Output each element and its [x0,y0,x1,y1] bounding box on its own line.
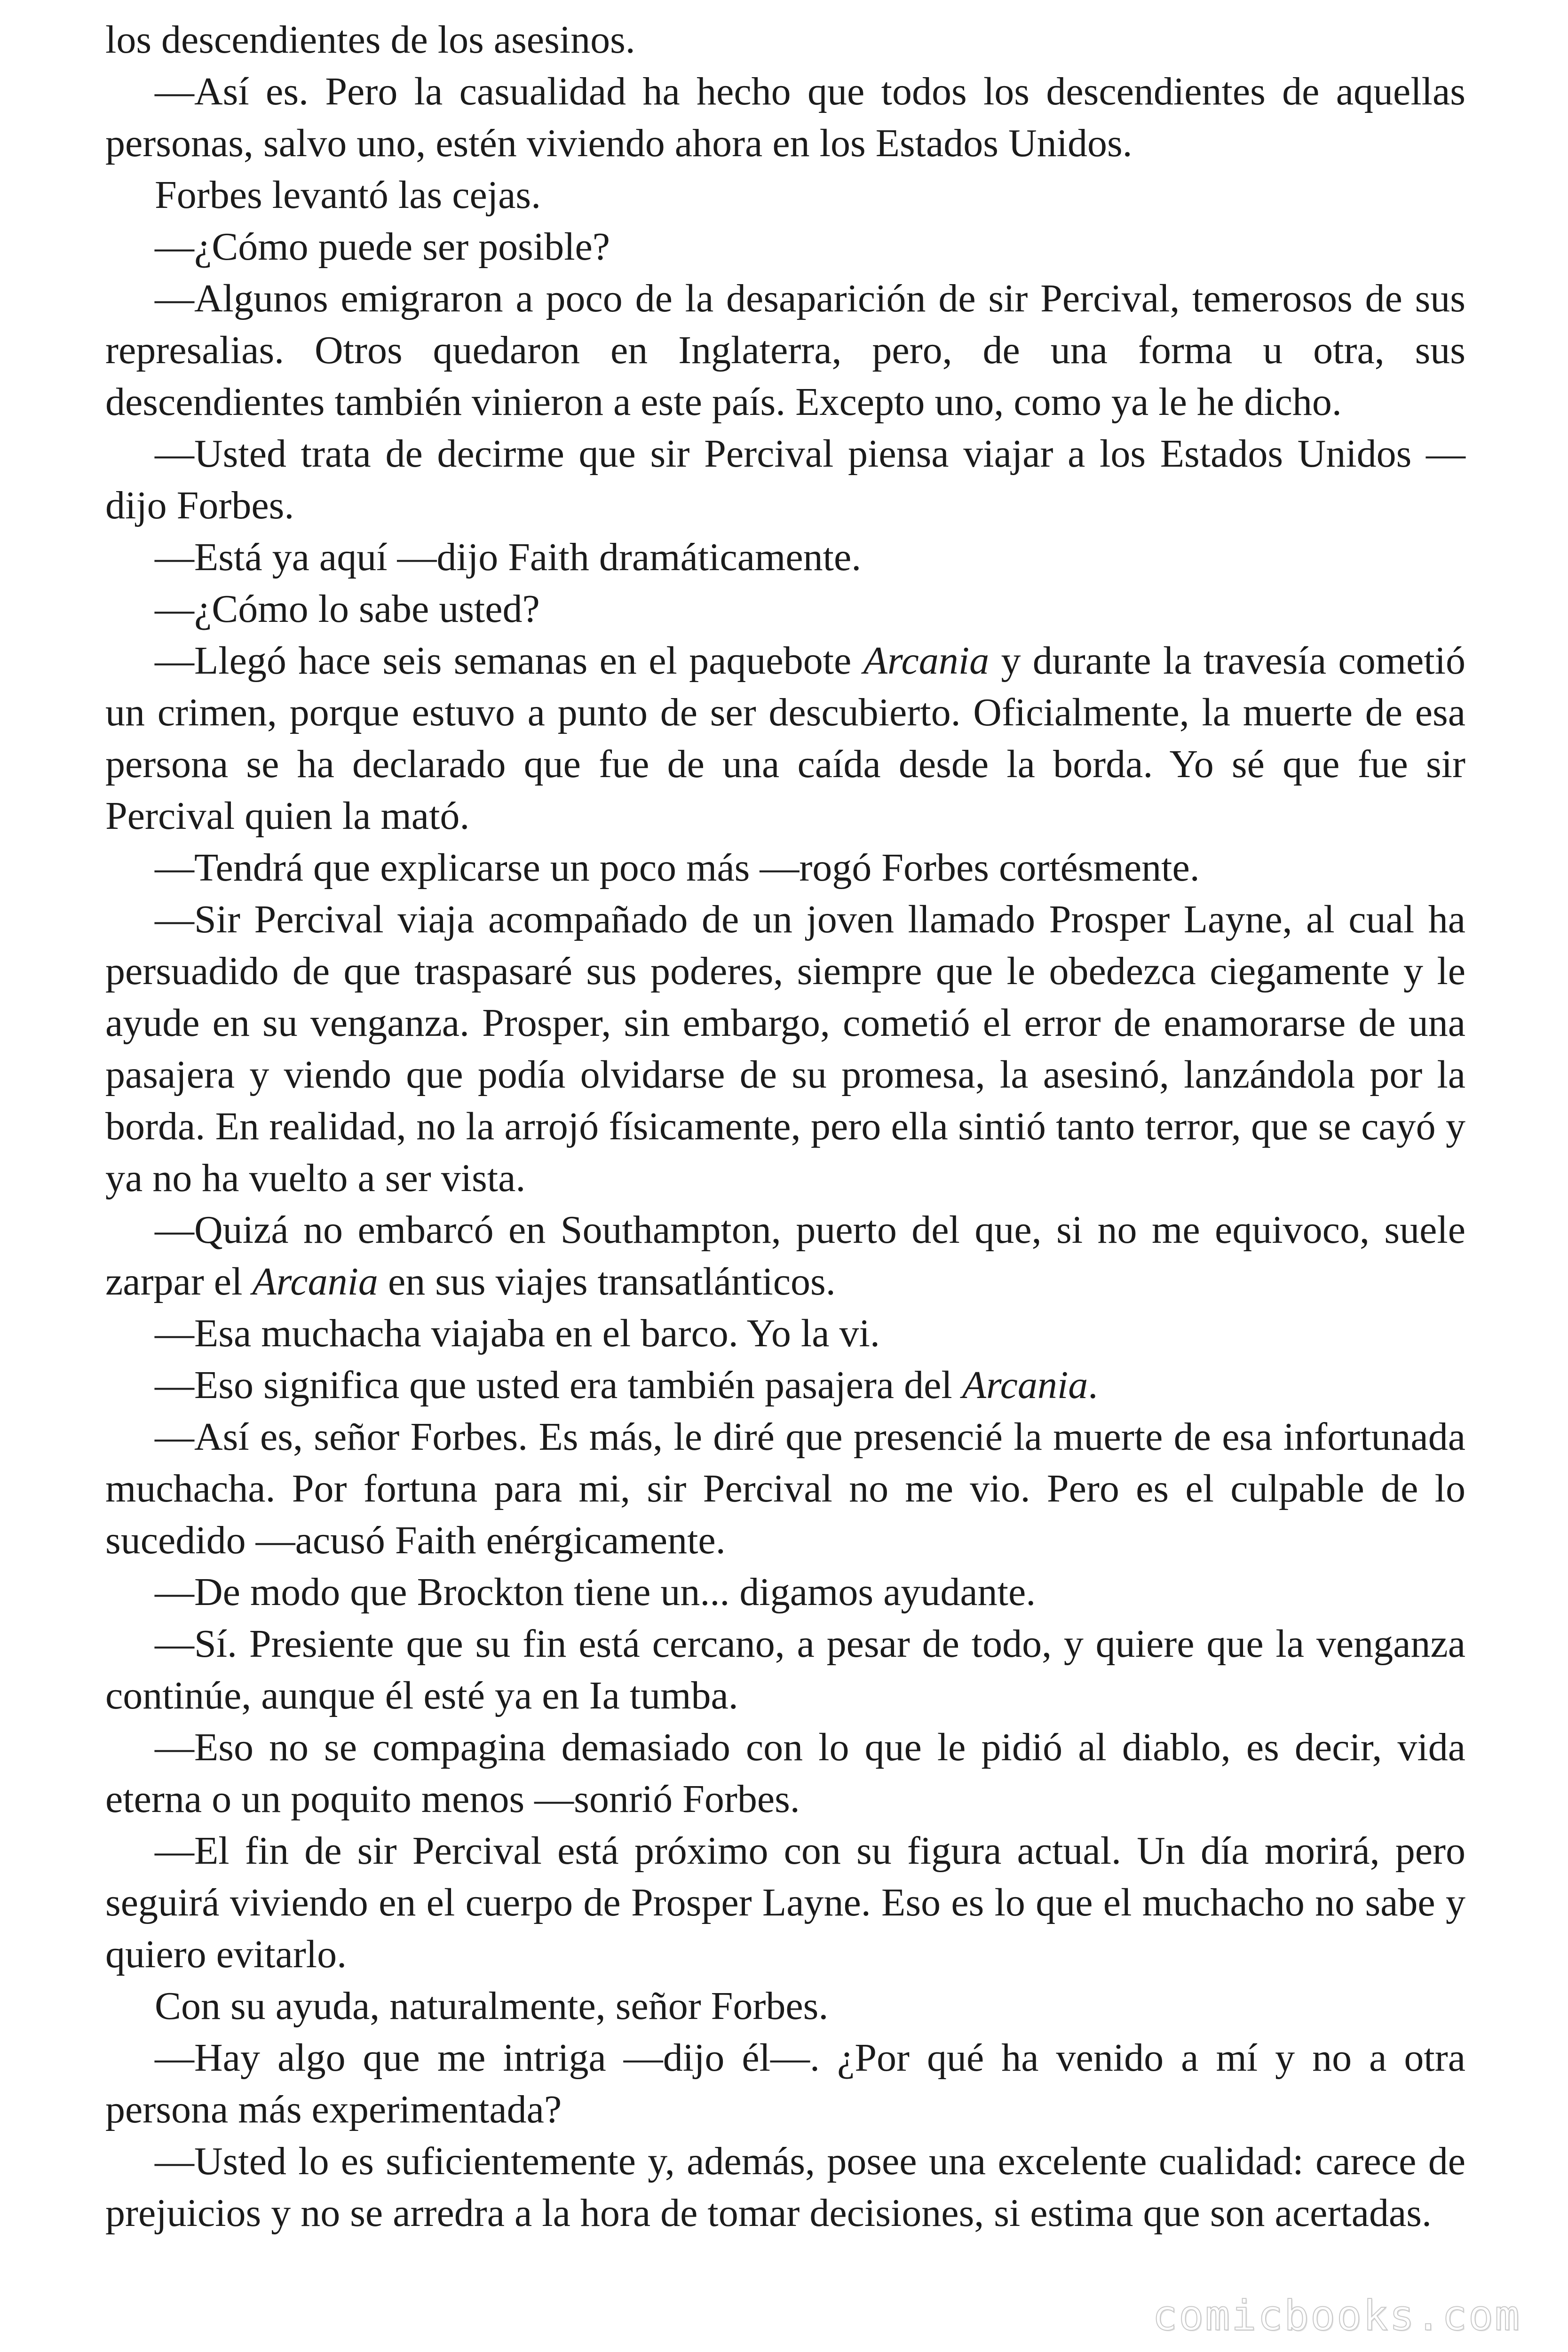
paragraph: Con su ayuda, naturalmente, señor Forbes. [155,1984,829,2028]
paragraph: —Así es, señor Forbes. Es más, le diré que presencié la muerte de esa infortunada muchacha. Por fortuna para mi, sir Percival no me vio. Pero es el culpable de lo sucedido —acusó Faith enérgicamente. [105,1415,1465,1562]
text-run: —Eso significa que usted era también pasajera del [155,1363,962,1407]
paragraph: —Sir Percival viaja acompañado de un joven llamado Prosper Layne, al cual ha persuadido de que traspasaré sus poderes, siempre que le obedezca ciegamente y le ayude en su venganza. Prosper, sin embargo, cometió el error de enamorarse de una pasajera y viendo que podía olvidarse de su promesa, la asesinó, lanzándola por la borda. En realidad, no la arrojó físicamente, pero ella sintió tanto terror, que se cayó y ya no ha vuelto a ser vista. [105,898,1465,1200]
paragraph: —¿Cómo puede ser posible? [155,225,610,269]
text-run: —Quizá no embarcó en Southampton, puerto del que, si no me equivoco, suele zarpar el [105,1208,1465,1303]
paragraph [105,635,1465,842]
italic-title: Arcania [863,639,990,683]
paragraph: —Usted lo es suficientemente y, además, posee una excelente cualidad: carece de prejuicios y no se arredra a la hora de tomar decisiones, si estima que son acertadas. [105,2139,1465,2235]
book-page-text [105,14,1465,2239]
paragraph: —El fin de sir Percival está próximo con su figura actual. Un día morirá, pero seguirá viviendo en el cuerpo de Prosper Layne. Eso es lo que el muchacho no sabe y quiero evitarlo. [105,1829,1465,1976]
paragraph: los descendientes de los asesinos. [105,18,635,62]
italic-title: Arcania [252,1260,378,1303]
paragraph: —Está ya aquí —dijo Faith dramáticamente. [155,535,862,579]
paragraph: —Usted trata de decirme que sir Percival piensa viajar a los Estados Unidos —dijo Forbes. [105,432,1465,527]
paragraph: —Tendrá que explicarse un poco más —rogó Forbes cortésmente. [155,846,1200,890]
paragraph: Forbes levantó las cejas. [155,173,541,217]
paragraph: —¿Cómo lo sabe usted? [155,587,540,631]
text-run: en sus viajes transatlánticos. [378,1260,836,1303]
paragraph: —Sí. Presiente que su fin está cercano, a pesar de todo, y quiere que la venganza continúe, aunque él esté ya en Ia tumba. [105,1622,1465,1717]
paragraph: —De modo que Brockton tiene un... digamos ayudante. [155,1570,1036,1614]
watermark: comicbooks.com [1152,2291,1521,2340]
text-run: y durante la travesía cometió un crimen, porque estuvo a punto de ser descubierto. Oficialmente, la muerte de esa persona se ha declarado que fue de una caída desde la borda. Yo sé que fue sir Percival quien la mató. [105,639,1465,838]
paragraph: —Algunos emigraron a poco de la desaparición de sir Percival, temerosos de sus represalias. Otros quedaron en Inglaterra, pero, de una forma u otra, sus descendientes también vinieron a este país. Excepto uno, como ya le he dicho. [105,277,1465,424]
paragraph [105,1204,1465,1308]
paragraph: —Hay algo que me intriga —dijo él—. ¿Por qué ha venido a mí y no a otra persona más experimentada? [105,2036,1465,2131]
text-run: . [1088,1363,1098,1407]
paragraph: —Esa muchacha viajaba en el barco. Yo la vi. [155,1311,880,1355]
paragraph [105,1359,1465,1411]
text-run: —Llegó hace seis semanas en el paquebote [155,639,863,683]
paragraph: —Así es. Pero la casualidad ha hecho que todos los descendientes de aquellas personas, salvo uno, estén viviendo ahora en los Estados Unidos. [105,70,1465,165]
paragraph: —Eso no se compagina demasiado con lo que le pidió al diablo, es decir, vida eterna o un poquito menos —sonrió Forbes. [105,1725,1465,1821]
italic-title: Arcania [962,1363,1088,1407]
